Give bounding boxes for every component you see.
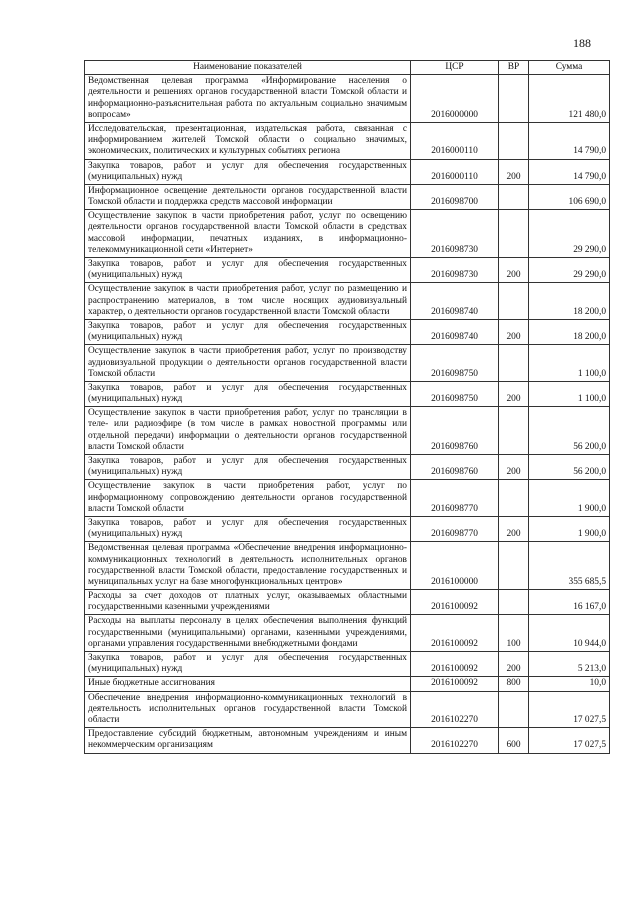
row-vr-cell [499,407,529,455]
table-row [85,258,610,283]
header-name: Наименование показателей [85,61,411,75]
row-sum-cell: 1 900,0 [529,516,610,541]
table-row [85,184,610,209]
table-row [85,542,610,590]
row-vr-cell [499,75,529,123]
row-sum-cell: 18 200,0 [529,283,610,320]
row-name-cell: Закупка товаров, работ и услуг для обеспечения государственных (муниципальных) нужд [85,652,411,677]
row-name-cell: Осуществление закупок в части приобретения работ, услуг по производству аудиовизуальной продукции о деятельности органов государственной власти Томской области [85,345,411,382]
row-name-cell: Осуществление закупок в части приобретения работ, услуг по размещению и распространению материалов, в том числе носящих аудиовизуальный характер, о деятельности органов государственной власти Томской области [85,283,411,320]
row-csr-cell: 2016100000 [411,542,499,590]
table-row [85,210,610,258]
row-name-cell: Ведомственная целевая программа «Обеспечение внедрения информационно-коммуникационных технологий в деятельность исполнительных органов государственной власти Томской области, предоставление государственных и муниципальных услуг на базе многофункциональных центров» [85,542,411,590]
table-row [85,283,610,320]
row-vr-cell: 200 [499,319,529,344]
row-vr-cell [499,210,529,258]
row-sum-cell: 1 100,0 [529,345,610,382]
table-body [85,75,610,753]
row-name-cell: Иные бюджетные ассигнования [85,677,411,691]
row-sum-cell: 16 167,0 [529,590,610,615]
table-row [85,122,610,159]
table-row [85,652,610,677]
row-sum-cell: 10 944,0 [529,615,610,652]
table-row [85,516,610,541]
row-csr-cell: 2016000000 [411,75,499,123]
row-name-cell: Информационное освещение деятельности органов государственной власти Томской области и поддержка средств массовой информации [85,184,411,209]
row-csr-cell: 2016098760 [411,455,499,480]
table-row [85,345,610,382]
row-csr-cell: 2016098770 [411,516,499,541]
row-sum-cell: 355 685,5 [529,542,610,590]
row-csr-cell: 2016098740 [411,319,499,344]
row-csr-cell: 2016102270 [411,691,499,728]
row-csr-cell: 2016098700 [411,184,499,209]
row-vr-cell: 800 [499,677,529,691]
row-sum-cell: 56 200,0 [529,455,610,480]
table-row [85,615,610,652]
row-sum-cell: 1 100,0 [529,381,610,406]
budget-table [84,60,610,754]
row-csr-cell: 2016100092 [411,677,499,691]
row-vr-cell: 200 [499,516,529,541]
table-row [85,381,610,406]
row-name-cell: Закупка товаров, работ и услуг для обеспечения государственных (муниципальных) нужд [85,319,411,344]
row-name-cell: Предоставление субсидий бюджетным, автономным учреждениям и иным некоммерческим организациям [85,728,411,753]
header-csr: ЦСР [411,61,499,75]
table-row [85,407,610,455]
row-vr-cell: 600 [499,728,529,753]
row-name-cell: Ведомственная целевая программа «Информирование населения о деятельности и решениях органов государственной власти Томской области и информационно-разъяснительная работа по актуальным социально значимым вопросам» [85,75,411,123]
row-csr-cell: 2016098760 [411,407,499,455]
header-vr: ВР [499,61,529,75]
table-row [85,728,610,753]
row-csr-cell: 2016098730 [411,210,499,258]
row-vr-cell [499,542,529,590]
row-sum-cell: 1 900,0 [529,480,610,517]
row-vr-cell: 200 [499,455,529,480]
row-csr-cell: 2016102270 [411,728,499,753]
row-name-cell: Закупка товаров, работ и услуг для обеспечения государственных (муниципальных) нужд [85,455,411,480]
row-name-cell: Закупка товаров, работ и услуг для обеспечения государственных (муниципальных) нужд [85,258,411,283]
table-row [85,691,610,728]
table-header-row [85,61,610,75]
table-row [85,455,610,480]
row-sum-cell: 121 480,0 [529,75,610,123]
row-name-cell: Обеспечение внедрения информационно-коммуникационных технологий в деятельность исполнительных органов государственной власти Томской области [85,691,411,728]
row-sum-cell: 106 690,0 [529,184,610,209]
row-vr-cell [499,184,529,209]
row-sum-cell: 29 290,0 [529,258,610,283]
row-name-cell: Закупка товаров, работ и услуг для обеспечения государственных (муниципальных) нужд [85,516,411,541]
table-row [85,590,610,615]
table-row [85,75,610,123]
row-name-cell: Закупка товаров, работ и услуг для обеспечения государственных (муниципальных) нужд [85,159,411,184]
row-sum-cell: 29 290,0 [529,210,610,258]
row-sum-cell: 17 027,5 [529,691,610,728]
row-vr-cell: 200 [499,652,529,677]
row-name-cell: Осуществление закупок в части приобретения работ, услуг по информационному сопровождению деятельности органов государственной власти Томской области [85,480,411,517]
row-sum-cell: 14 790,0 [529,159,610,184]
row-sum-cell: 18 200,0 [529,319,610,344]
row-vr-cell [499,691,529,728]
row-csr-cell: 2016100092 [411,652,499,677]
row-vr-cell: 100 [499,615,529,652]
table-row [85,480,610,517]
header-sum: Сумма [529,61,610,75]
row-vr-cell [499,122,529,159]
row-name-cell: Расходы за счет доходов от платных услуг, оказываемых областными государственными казенными учреждениями [85,590,411,615]
row-csr-cell: 2016000110 [411,122,499,159]
row-csr-cell: 2016100092 [411,615,499,652]
row-csr-cell: 2016098730 [411,258,499,283]
row-name-cell: Исследовательская, презентационная, издательская работа, связанная с информированием жителей Томской области о социально значимых, экономических, политических и культурных событиях региона [85,122,411,159]
row-csr-cell: 2016098750 [411,345,499,382]
row-name-cell: Расходы на выплаты персоналу в целях обеспечения выполнения функций государственными (муниципальными) органами, казенными учреждениями, органами управления государственными внебюджетными фондами [85,615,411,652]
page-number: 188 [573,36,591,50]
row-sum-cell: 10,0 [529,677,610,691]
row-name-cell: Закупка товаров, работ и услуг для обеспечения государственных (муниципальных) нужд [85,381,411,406]
row-sum-cell: 5 213,0 [529,652,610,677]
table-row [85,677,610,691]
row-vr-cell [499,480,529,517]
row-sum-cell: 17 027,5 [529,728,610,753]
row-csr-cell: 2016100092 [411,590,499,615]
row-sum-cell: 56 200,0 [529,407,610,455]
row-csr-cell: 2016098770 [411,480,499,517]
row-vr-cell: 200 [499,381,529,406]
row-vr-cell [499,590,529,615]
row-vr-cell: 200 [499,258,529,283]
row-csr-cell: 2016000110 [411,159,499,184]
row-vr-cell: 200 [499,159,529,184]
row-csr-cell: 2016098740 [411,283,499,320]
table-row [85,159,610,184]
row-vr-cell [499,345,529,382]
row-csr-cell: 2016098750 [411,381,499,406]
row-name-cell: Осуществление закупок в части приобретения работ, услуг по освещению деятельности органов государственной власти Томской области в средствах массовой информации, печатных изданиях, в информационно-телекоммуникационной сети «Интернет» [85,210,411,258]
row-vr-cell [499,283,529,320]
row-name-cell: Осуществление закупок в части приобретения работ, услуг по трансляции в теле- или радиоэфире (в том числе в рамках новостной программы или отдельной передачи) информации о деятельности органов государственной власти Томской области [85,407,411,455]
table-row [85,319,610,344]
row-sum-cell: 14 790,0 [529,122,610,159]
